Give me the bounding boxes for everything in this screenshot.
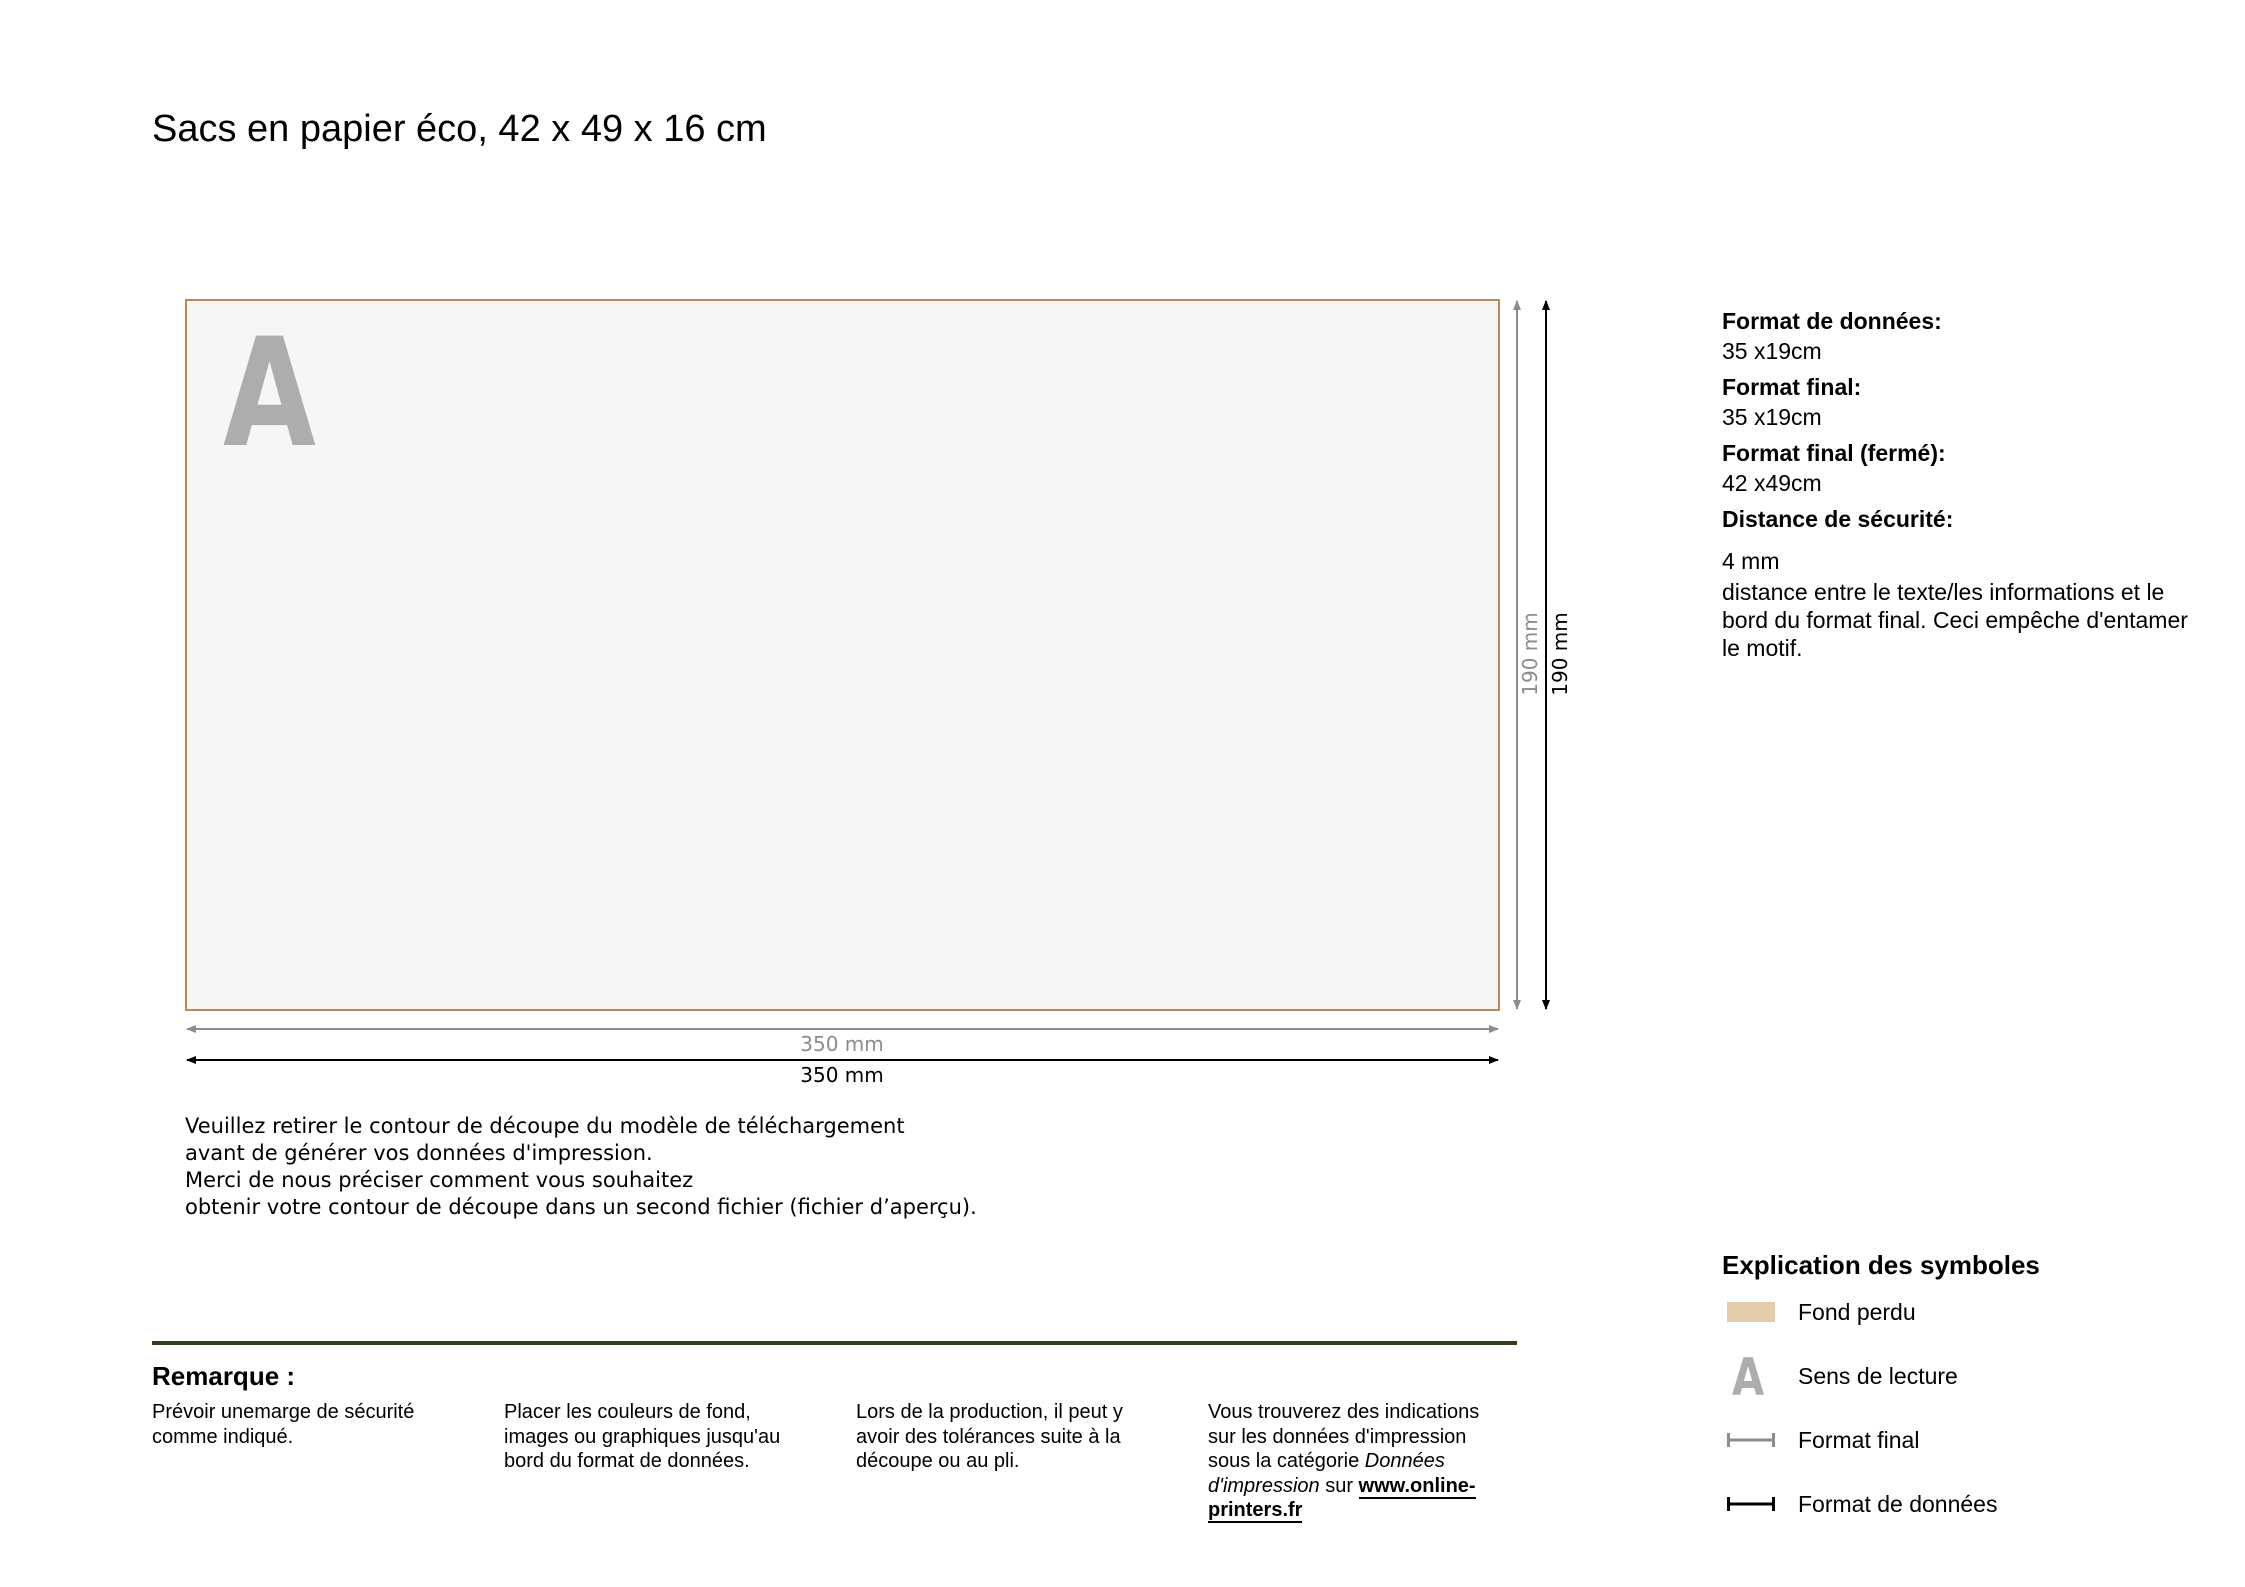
data-height-label: 190 mm	[1548, 612, 1572, 696]
final-format-line-icon	[1727, 1432, 1775, 1448]
legend-title: Explication des symboles	[1722, 1250, 2040, 1280]
legend-label: Sens de lecture	[1798, 1363, 1958, 1389]
bleed-swatch-icon	[1727, 1302, 1775, 1322]
legend-label: Format final	[1798, 1427, 1920, 1453]
cutline-instructions	[185, 1113, 977, 1221]
remark-note-bleed: Placer les couleurs de fond, images ou graphiques jusqu'au bord du format de données.	[504, 1401, 781, 1472]
instruction-line: Veuillez retirer le contour de découpe du modèle de téléchargement	[185, 1114, 905, 1138]
data-format-label: Format de données:	[1722, 308, 1942, 334]
data-format-line-icon	[1727, 1496, 1775, 1512]
page-title: Sacs en papier éco, 42 x 49 x 16 cm	[152, 108, 767, 150]
final-width-label: 350 mm	[800, 1032, 884, 1056]
final-height-label: 190 mm	[1518, 612, 1542, 696]
data-format-value: 35 x19cm	[1722, 338, 1822, 364]
safety-distance-description: distance entre le texte/les informations et le bord du format final. Ceci empêche d'entamer le motif.	[1722, 579, 2188, 661]
data-width-label: 350 mm	[800, 1063, 884, 1087]
remark-note-category: Données d'impression	[1208, 1450, 1445, 1497]
legend-label: Format de données	[1798, 1491, 1998, 1517]
remark-note-safety-margin: Prévoir unemarge de sécurité comme indiqué.	[152, 1401, 415, 1448]
legend-label: Fond perdu	[1798, 1299, 1916, 1325]
remark-title: Remarque :	[152, 1361, 296, 1391]
format-specs	[1722, 306, 2192, 662]
legend-item-reading-direction	[1722, 1348, 2182, 1408]
remark-note-text: Vous trouverez des indications sur les données d'impression sous la catégorie	[1208, 1401, 1480, 1472]
instruction-line: obtenir votre contour de découpe dans un second fichier (fichier d’aperçu).	[185, 1195, 977, 1219]
remark-note-tolerances: Lors de la production, il peut y avoir des tolérances suite à la découpe ou au pli.	[856, 1401, 1123, 1472]
instruction-line: Merci de nous préciser comment vous souhaitez	[185, 1168, 694, 1192]
legend-item-final-format	[1722, 1424, 2182, 1464]
safety-distance-label: Distance de sécurité:	[1722, 506, 1954, 532]
remark-note-text: sur	[1319, 1474, 1359, 1497]
final-format-label: Format final:	[1722, 374, 1862, 400]
section-divider	[152, 1341, 1517, 1345]
legend-item-data-format	[1722, 1488, 2182, 1528]
website-link[interactable]: www.online-printers.fr	[1208, 1474, 1476, 1521]
reading-direction-icon: A	[1732, 1348, 1765, 1408]
instruction-line: avant de générer vos données d'impression.	[185, 1141, 653, 1165]
final-format-value: 35 x19cm	[1722, 404, 1822, 430]
final-closed-format-label: Format final (fermé):	[1722, 440, 1946, 466]
remark-note-more-info	[1208, 1400, 1508, 1523]
safety-distance-value: 4 mm	[1722, 548, 1780, 574]
final-closed-format-value: 42 x49cm	[1722, 470, 1822, 496]
reading-direction-letter: A	[223, 307, 316, 481]
legend-item-bleed	[1722, 1296, 2182, 1336]
